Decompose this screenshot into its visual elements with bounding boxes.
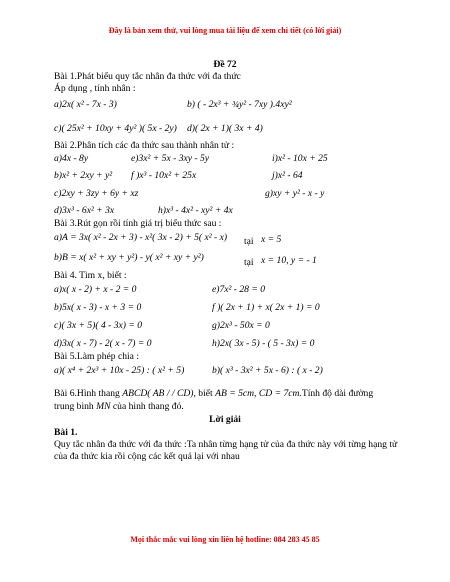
bai5-a: a)( x⁴ + 2x³ + 10x - 25) : ( x² + 5) <box>54 365 185 376</box>
bai6-biet: , biết <box>193 388 213 399</box>
bai1-b: b) ( - 2x³ + ¾y² - 7xy ).4xy² <box>187 99 292 110</box>
bai2-heading: Bài 2.Phân tích các đa thức sau thành nhân tử : <box>54 140 235 151</box>
bai5-b: b)( x³ - 3x² + 5x - 6) : ( x - 2) <box>212 365 323 376</box>
bai4-g: g)2x³ - 50x = 0 <box>212 320 270 331</box>
solution-title: Lời giải <box>209 414 241 425</box>
solution-text: Quy tắc nhân đa thức với đa thức :Ta nhân từng hạng tử của đa thức này với từng hạng tử của đa thức kia rồi cộng các kết quả lại với nhau <box>54 439 398 462</box>
exam-title: Đề 72 <box>213 59 237 70</box>
bai6-line2-prefix: trung bình <box>54 401 94 412</box>
bai2-b: b)x² + 2xy + y² <box>54 170 113 181</box>
bai2-f: f )x³ - 10x² + 25x <box>131 170 197 181</box>
bai3-heading: Bài 3.Rút gọn rồi tính giá trị biểu thức sau : <box>54 218 222 229</box>
bai2-d: d)3x³ - 6x² + 3x <box>54 205 115 216</box>
bai3-a-cond: x = 5 <box>261 234 282 245</box>
bai2-c: c)2xy + 3zy + 6y + xz <box>54 188 139 199</box>
bai2-i: i)x² - 10x + 25 <box>272 153 328 164</box>
bai3-a-at: tại <box>244 236 254 247</box>
solution-bai1: Bài 1. <box>54 427 78 438</box>
bai5-heading: Bài 5.Làm phép chia : <box>54 351 139 362</box>
bai1-apply: Áp dụng , tính nhân : <box>54 83 136 94</box>
bai4-f: f )( 2x + 1) + x( 2x + 1) = 0 <box>212 302 320 313</box>
bai4-h: h)2x( 3x - 5) - ( 5 - 3x) = 0 <box>212 338 315 349</box>
bai6-line1 <box>54 388 373 400</box>
bai4-e: e)7x² - 28 = 0 <box>212 284 266 295</box>
bai3-b-at: tại <box>244 257 254 268</box>
bai4-heading: Bài 4. Tìm x, biết : <box>54 270 127 281</box>
bai2-g: g)xy + y² - x - y <box>265 188 325 199</box>
bai1-heading: Bài 1.Phát biểu quy tắc nhân đa thức với đa thức <box>54 71 241 82</box>
bai6-prefix: Bài 6.Hình thang <box>54 388 120 399</box>
bai4-c: c)( 3x + 5)( 4 - 3x) = 0 <box>54 320 143 331</box>
bai2-h: h)x³ - 4x² - xy² + 4x <box>158 205 233 216</box>
bai2-e: e)3x² + 5x - 3xy - 5y <box>131 153 210 164</box>
bai2-j: j)x² - 64 <box>272 170 303 181</box>
bai3-b-expr: b)B = x( x² + xy + y²) - y( x² + xy + y²) <box>54 252 204 263</box>
preview-notice: Đây là bản xem thử, vui lòng mua tài liệu để xem chi tiết (có lời giải) <box>108 26 342 35</box>
bai4-a: a)x( x - 2) + x - 2 = 0 <box>54 284 137 295</box>
bai2-a: a)4x - 8y <box>54 153 89 164</box>
bai1-c: c)( 25x² + 10xy + 4y² )( 5x - 2y) <box>54 123 177 134</box>
bai6-given: AB = 5cm, CD = 7cm. <box>215 388 302 399</box>
bai6-line2-suffix: của hình thang đó. <box>112 401 184 412</box>
bai1-a: a)2x( x² - 7x - 3) <box>54 99 117 110</box>
bai6-figure: ABCD( AB / / CD) <box>122 388 194 399</box>
bai6-mn: MN <box>96 401 111 412</box>
bai3-b-cond: x = 10, y = - 1 <box>261 255 317 266</box>
bai6-line2 <box>54 401 184 413</box>
hotline-notice: Mọi thắc mắc vui lòng xin liên hệ hotline: 084 283 45 85 <box>130 535 320 544</box>
bai6-ask: Tính độ dài đường <box>301 388 374 399</box>
bai3-a-expr: a)A = 3x( x² - 2x + 3) - x²( 3x - 2) + 5( x² - x) <box>54 232 228 243</box>
bai4-b: b)5x( x - 3) - x + 3 = 0 <box>54 302 142 313</box>
bai4-d: d)3x( x - 7) - 2( x - 7) = 0 <box>54 338 152 349</box>
bai1-d: d)( 2x + 1)( 3x + 4) <box>187 123 263 134</box>
